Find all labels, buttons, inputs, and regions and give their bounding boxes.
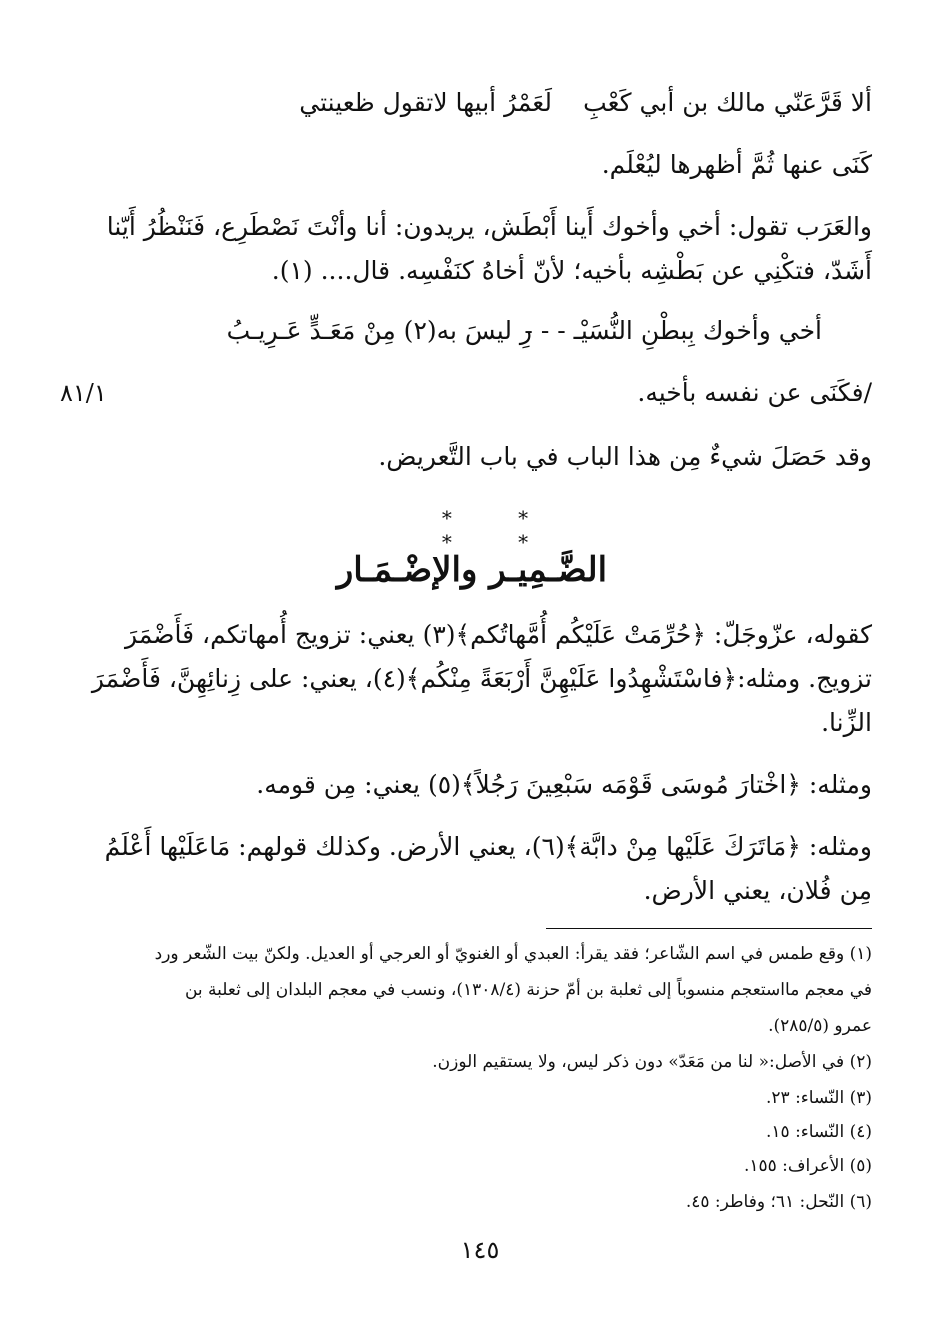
verse-2-second-hemistich: رِ ليسَ به(٢) مِنْ مَعَـدٍّ عَـرِيـبُ bbox=[226, 316, 532, 345]
section-separator: * * * * bbox=[441, 506, 559, 554]
page-number: ١٤٥ bbox=[460, 1236, 500, 1264]
footnote-4: (٤) النّساء: ١٥. bbox=[766, 1122, 872, 1142]
footnote-1-line-3: عمرو (٢٨٥/٥). bbox=[768, 1016, 872, 1036]
body-line-3: الزِّنا. bbox=[821, 708, 872, 737]
footnote-2: (٢) في الأصل:« لنا من مَعَدّ» دون ذكر ليس، ولا يستقيم الوزن. bbox=[432, 1052, 872, 1072]
text-line-1: كَنَى عنها ثُمَّ أظهرها ليُعْلَم. bbox=[601, 150, 872, 179]
verse-2-first-hemistich: أخي وأخوك بِبطْنِ النُّسَيْـ - - - bbox=[524, 316, 822, 345]
margin-reference: ٨١/١ bbox=[60, 379, 107, 407]
footnote-5: (٥) الأعراف: ١٥٥. bbox=[743, 1156, 872, 1176]
verse-1-second-hemistich: لَعَمْرُ أبيها لاتقول ظعينتي bbox=[299, 88, 552, 117]
footnote-divider bbox=[546, 928, 872, 929]
footnote-3: (٣) النّساء: ٢٣. bbox=[766, 1088, 872, 1108]
body-line-5: ومثله: ﴿مَاتَرَكَ عَلَيْها مِنْ دابَّة﴾(٦)، يعني الأرض. وكذلك قولهم: مَاعَلَيْها أَعْلَمُ bbox=[104, 832, 872, 861]
text-line-4: /فكَنَى عن نفسه بأخيه. bbox=[637, 378, 872, 407]
footnote-1-line-2: في معجم مااستعجم منسوباً إلى ثعلبة بن أمّ حزنة (١٣٠٨/٤)، ونسب في معجم البلدان إلى ثعلبة بن bbox=[184, 980, 872, 1000]
text-line-2: والعَرَب تقول: أخي وأخوك أَينا أَبْطَش، يريدون: أنا وأنْتَ نَصْطَرِع، فَنَنْظُرُ أَيّنا bbox=[106, 212, 872, 241]
body-line-6: مِن فُلان، يعني الأرض. bbox=[643, 876, 872, 905]
verse-1-first-hemistich: ألا قَرَّعَنّي مالك بن أبي كَعْبِ bbox=[583, 88, 872, 117]
footnote-1-line-1: (١) وقع طمس في اسم الشّاعر؛ فقد يقرأ: العبدي أو الغنويّ أو العرجي أو العديل. ولكنّ بيت الشّعر ورد bbox=[154, 944, 872, 964]
body-line-4: ومثله: ﴿اخْتارَ مُوسَى قَوْمَه سَبْعِينَ رَجُلاً﴾(٥) يعني: مِن قومه. bbox=[256, 770, 872, 799]
footnote-6: (٦) النّحل: ٦١؛ وفاطر: ٤٥. bbox=[685, 1192, 872, 1212]
text-line-5: وقد حَصَلَ شيءٌ مِن هذا الباب في باب التَّعريض. bbox=[378, 442, 872, 471]
text-line-3: أَشَدّ، فتكْنِي عن بَطْشِه بأخيه؛ لأنّ أخاهُ كنَفْسِه. قال.... (١). bbox=[271, 256, 872, 285]
body-line-2: تزويج. ومثله:﴿فاسْتَشْهِدُوا عَلَيْهِنَّ أَرْبَعَةً مِنْكُم﴾(٤)، يعني: على زِنائِهِنَّ، فَأَضْمَرَ bbox=[91, 664, 872, 693]
body-line-1: كقوله، عزّوجَلّ: ﴿حُرِّمَتْ عَلَيْكُم أُمَّهاتُكم﴾(٣) يعني: تزويج أُمهاتكم، فَأَضْمَرَ bbox=[125, 620, 872, 649]
section-heading: الضَّـمِيـر والإضْـمَـار bbox=[336, 550, 608, 590]
